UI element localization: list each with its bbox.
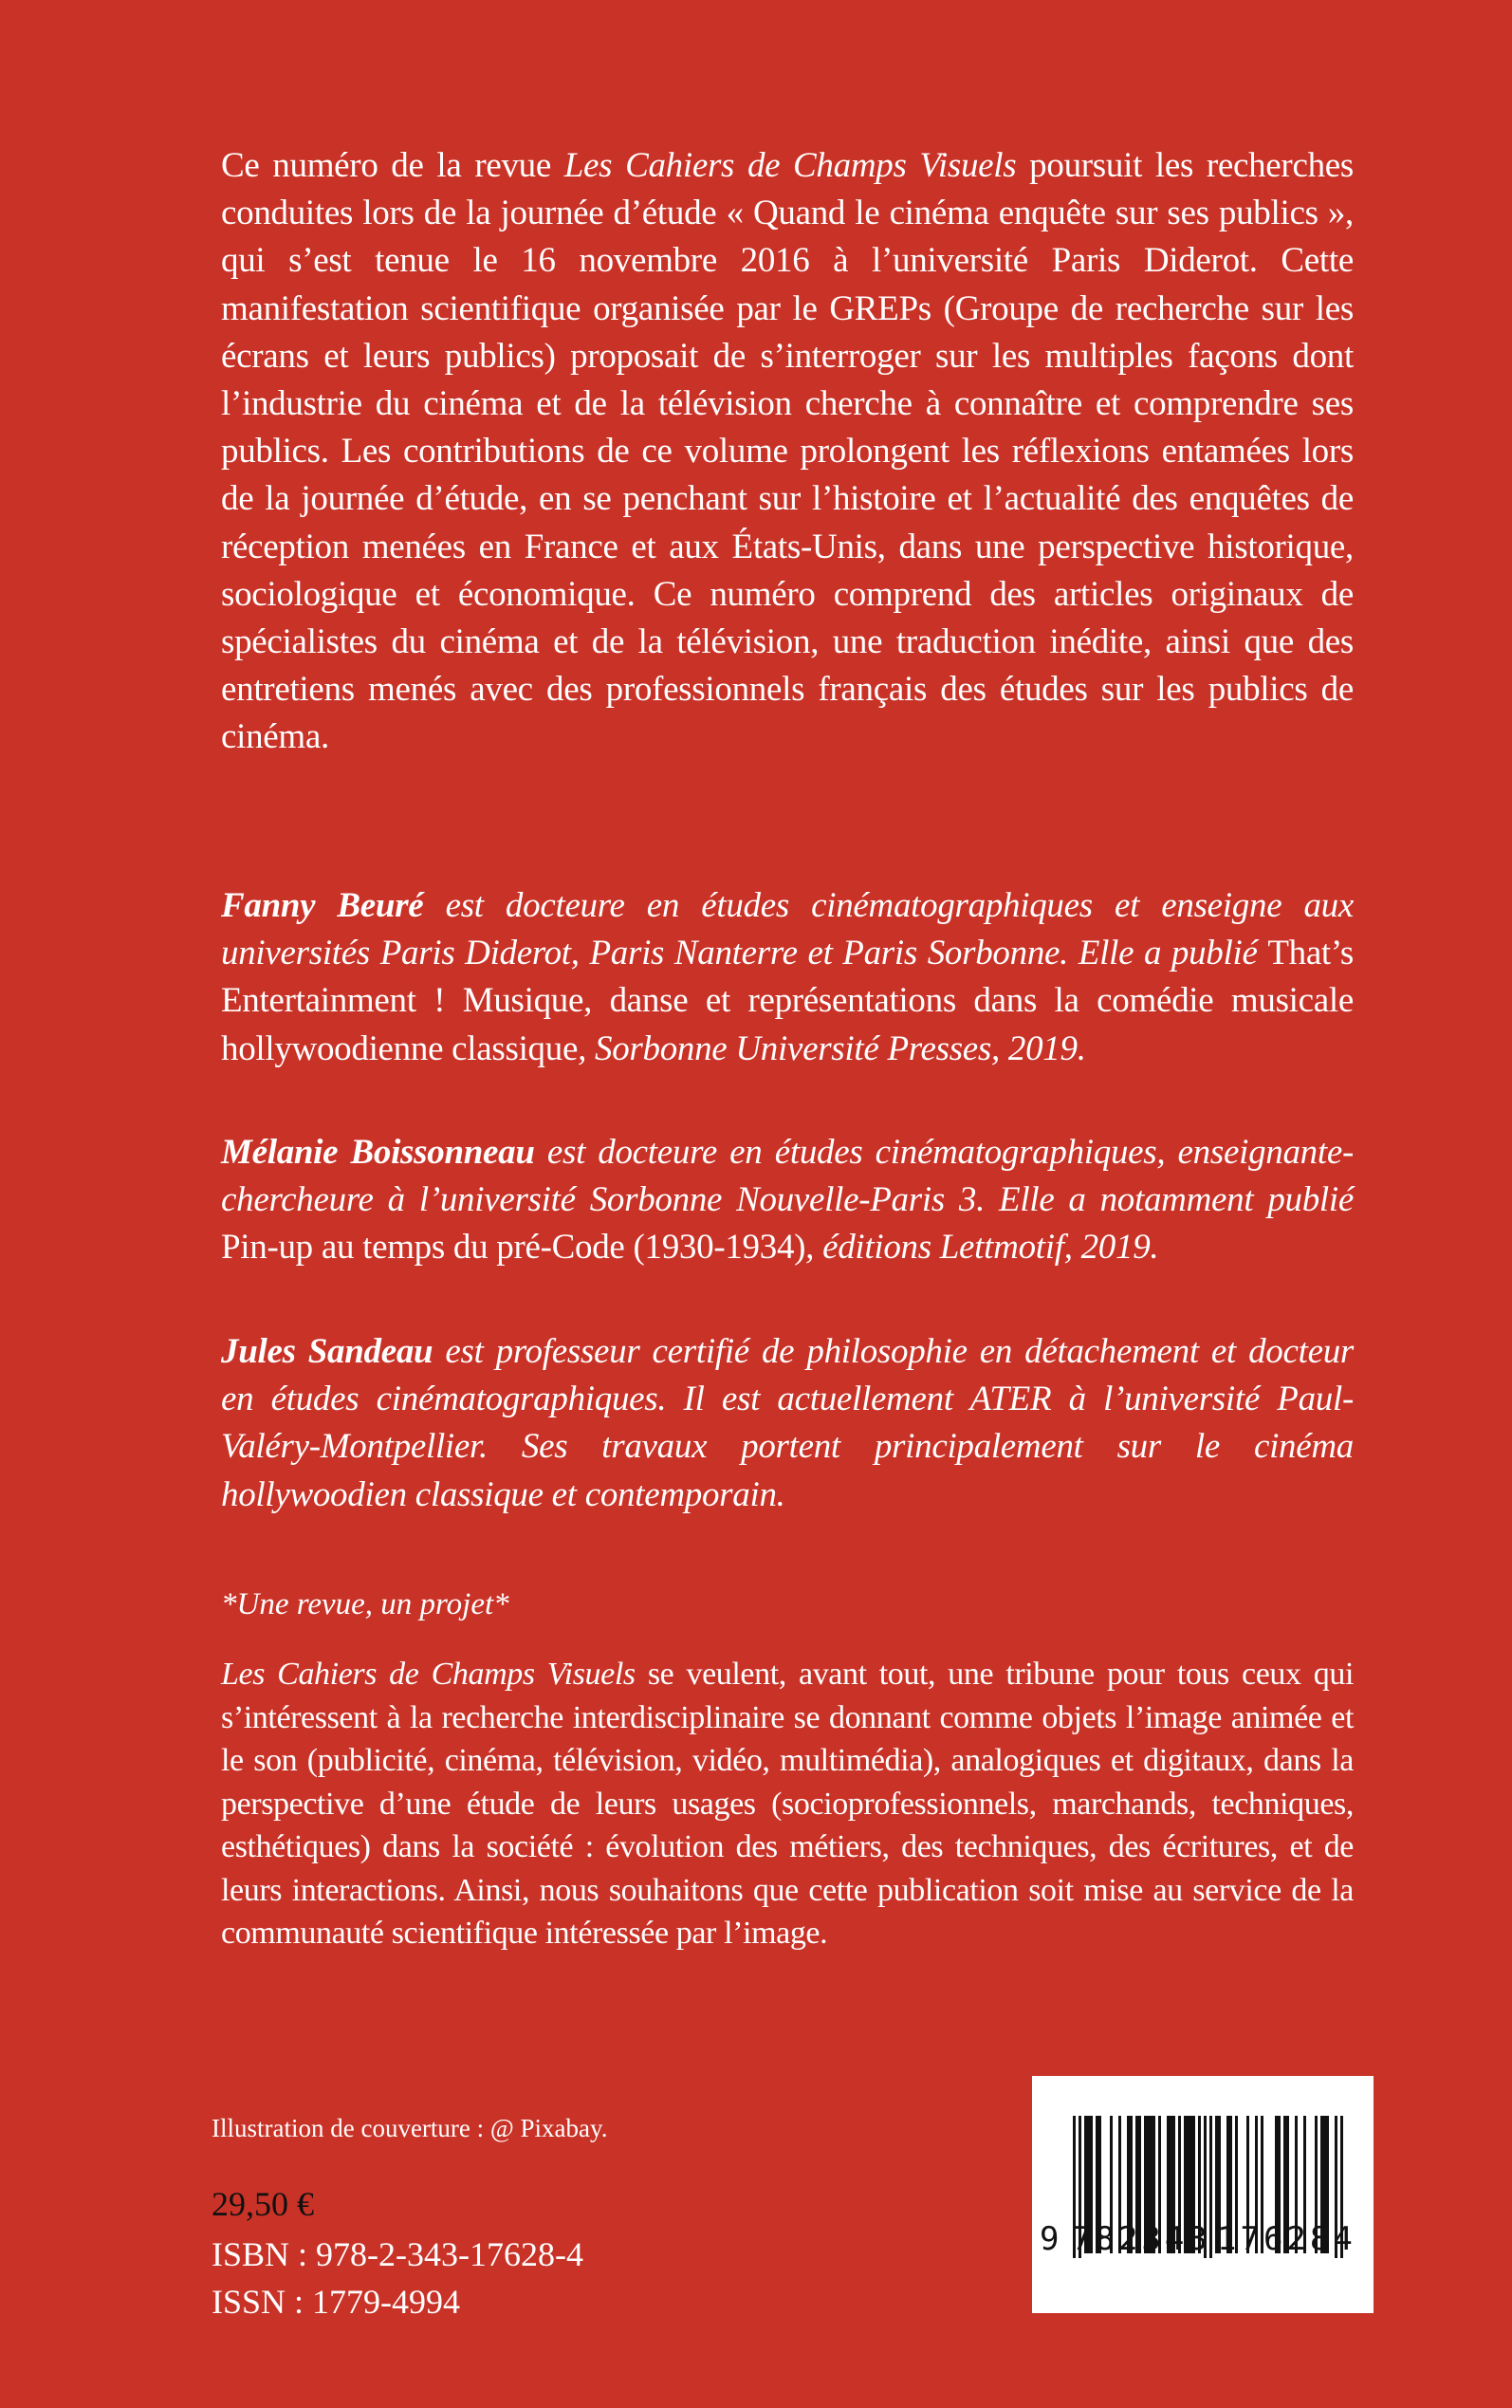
author-bio: est professeur certifié de philosophie en détachement et docteur en études cinématographiques. Il est actuellement ATER à l’université Paul-Valéry-Montpellier. Ses travaux portent principalement sur le cinéma hollywoodien classique et contemporain. <box>221 1332 1354 1514</box>
price: 29,50 € <box>212 2185 314 2223</box>
barcode-digit-left-group: 782343 <box>1072 2220 1211 2258</box>
author-publisher: , Sorbonne Université Presses, 2019. <box>578 1028 1086 1068</box>
author-publisher: , éditions Lettmotif, 2019. <box>805 1228 1159 1268</box>
author-work-title: That’s Entertainment ! Musique, danse et représentations dans la comédie musicale hollywoodienne classique <box>221 934 1354 1068</box>
author-name: Fanny Beuré <box>221 886 424 925</box>
intro-paragraph <box>221 142 1354 762</box>
journal-title: Les Cahiers de Champs Visuels <box>221 1657 636 1692</box>
barcode <box>1032 2076 1374 2313</box>
intro-text-1: Ce numéro de la revue <box>221 146 564 185</box>
issn: ISSN : 1779-4994 <box>212 2283 461 2321</box>
author-bio: est docteure en études cinématographiques, enseignante-chercheure à l’université Sorbonne Nouvelle-Paris 3. Elle a notamment publié <box>221 1133 1355 1220</box>
author-bio-fanny-beure <box>221 882 1354 1073</box>
author-name: Mélanie Boissonneau <box>221 1133 535 1172</box>
author-bio-melanie-boissonneau <box>221 1129 1354 1272</box>
revue-paragraph <box>221 1653 1354 1955</box>
author-bio: est docteure en études cinématographiques et enseigne aux universités Paris Diderot, Paris Nanterre et Paris Sorbonne. Elle a publié <box>221 886 1354 973</box>
barcode-digit-right-group: 176284 <box>1217 2220 1356 2258</box>
revue-heading: *Une revue, un projet* <box>221 1587 509 1621</box>
author-name: Jules Sandeau <box>221 1332 433 1371</box>
revue-text: se veulent, avant tout, une tribune pour tous ceux qui s’intéressent à la recherche interdisciplinaire se donnant comme objets l’image animée et le son (publicité, cinéma, télévision, vidéo, multimédia), analogiques et digitaux, dans la perspective d’une étude de leurs usages (socioprofessionnels, marchands, techniques, esthétiques) dans la société : évolution des métiers, des techniques, des écritures, et de leurs interactions. Ainsi, nous souhaitons que cette publication soit mise au service de la communauté scientifique intéressée par l’image. <box>221 1657 1354 1951</box>
isbn: ISBN : 978-2-343-17628-4 <box>212 2235 583 2273</box>
barcode-digit-prefix: 9 <box>1040 2220 1063 2258</box>
author-work-title: Pin-up au temps du pré-Code (1930-1934) <box>221 1228 806 1268</box>
journal-title: Les Cahiers de Champs Visuels <box>563 146 1017 185</box>
illustration-credit: Illustration de couverture : @ Pixabay. <box>212 2114 608 2142</box>
intro-text-2: poursuit les recherches conduites lors de la journée d’étude « Quand le cinéma enquête sur ses publics », qui s’est tenue le 16 novembre 2016 à l’université Paris Diderot. Cette manifestation scientifique organisée par le GREPs (Groupe de recherche sur les écrans et leurs publics) proposait de s’interroger sur les multiples façons dont l’industrie du cinéma et de la télévision cherche à connaître et comprendre ses publics. Les contributions de ce volume prolongent les réflexions entamées lors de la journée d’étude, en se penchant sur l’histoire et l’actualité des enquêtes de réception menées en France et aux États-Unis, dans une perspective historique, sociologique et économique. Ce numéro comprend des articles originaux de spécialistes du cinéma et de la télévision, une traduction inédite, ainsi que des entretiens menés avec des professionnels français des études sur les publics de cinéma. <box>221 146 1354 757</box>
author-bio-jules-sandeau <box>221 1328 1354 1519</box>
